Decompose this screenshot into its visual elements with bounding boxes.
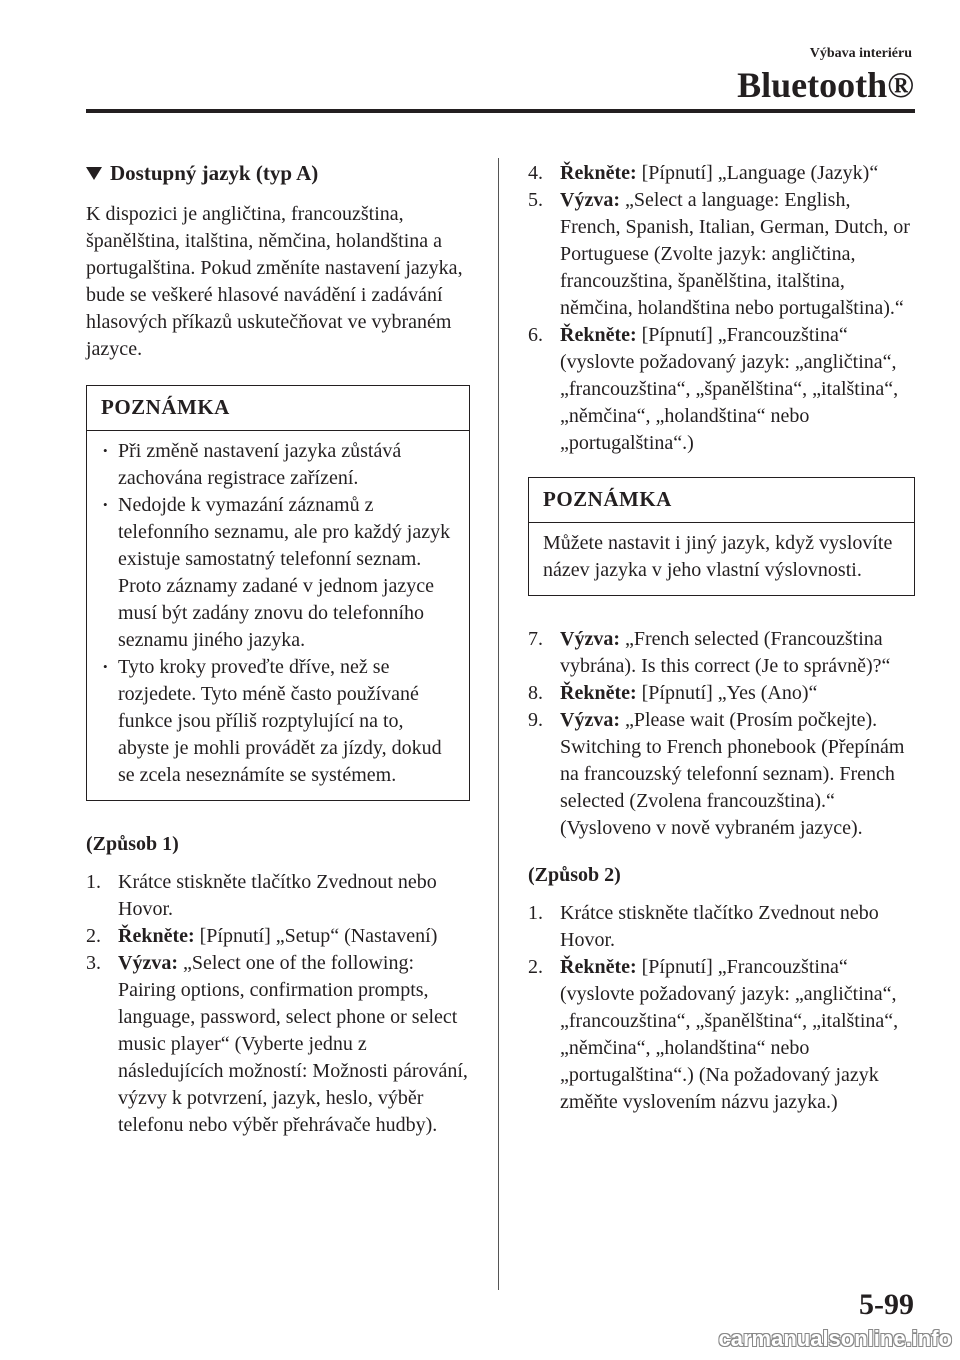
- note-text: Můžete nastavit i jiný jazyk, když vyslovíte název jazyka v jeho vlastní výslovnosti.: [543, 532, 893, 581]
- step-text: [560, 160, 915, 187]
- step-number: 1.: [528, 902, 543, 924]
- step-content: [Pípnutí] „Yes (Ano)“: [636, 682, 818, 704]
- step-text: [560, 187, 915, 322]
- step-number: 5.: [528, 189, 543, 211]
- note-bullet: • Při změně nastavení jazyka zůstává zachována registrace zařízení.: [101, 438, 455, 492]
- step-content: Krátce stiskněte tlačítko Zvednout nebo Hovor.: [560, 902, 879, 951]
- step-item: [528, 626, 915, 680]
- step-item: [528, 954, 915, 1116]
- step-item: [86, 923, 470, 950]
- step-text: [560, 900, 915, 954]
- right-column: [528, 160, 915, 1116]
- step-number: 2.: [528, 956, 543, 978]
- method-2-steps: [528, 900, 915, 1116]
- step-number: 6.: [528, 324, 543, 346]
- steps-group-a: [528, 160, 915, 457]
- left-column: [86, 160, 470, 1139]
- method-1-steps: [86, 869, 470, 1139]
- step-content: [Pípnutí] „Setup“ (Nastavení): [194, 925, 438, 947]
- step-item: [86, 950, 470, 1139]
- step-content: [Pípnutí] „Language (Jazyk)“: [636, 162, 879, 184]
- method-1-title: (Způsob 1): [86, 833, 179, 855]
- note-box: [528, 477, 915, 596]
- step-text: [118, 950, 470, 1139]
- step-number: 3.: [86, 952, 101, 974]
- note-body: [87, 431, 469, 800]
- step-content: [Pípnutí] „Francouzština“ (vyslovte požadovaný jazyk: „angličtina“, „francouzština“, „španělština“, „italština“, „němčina“, „holandština“ nebo „portugalština“.): [560, 324, 899, 454]
- step-text: [560, 707, 915, 842]
- step-item: [528, 680, 915, 707]
- step-text: [118, 923, 470, 950]
- step-content: „Select a language: English, French, Spanish, Italian, German, Dutch, or Portuguese (Zvolte jazyk: angličtina, francouzština, španělština, italština, němčina, holandština nebo portugalština).“: [560, 189, 910, 319]
- step-label: Řekněte:: [560, 682, 637, 704]
- step-item: [528, 160, 915, 187]
- note-bullet: • Nedojde k vymazání záznamů z telefonního seznamu, ale pro každý jazyk existuje samostatný telefonní seznam. Proto záznamy zadané v jednom jazyce musí být zadány znovu do telefonního seznamu jiného jazyka.: [101, 492, 455, 654]
- step-label: Výzva:: [118, 952, 178, 974]
- note-title: POZNÁMKA: [87, 386, 469, 431]
- note-title: POZNÁMKA: [529, 478, 914, 523]
- step-number: 4.: [528, 162, 543, 184]
- step-number: 1.: [86, 871, 101, 893]
- step-text: [118, 869, 470, 923]
- page-number: 5-99: [859, 1288, 914, 1321]
- step-text: [560, 322, 915, 457]
- step-label: Výzva:: [560, 628, 620, 650]
- intro-paragraph: K dispozici je angličtina, francouzština, španělština, italština, němčina, holandština a portugalština. Pokud změníte nastavení jazyka, bude se veškeré hlasové navádění i zadávání hlasových příkazů uskutečňovat ve vybraném jazyce.: [86, 203, 463, 360]
- step-text: [560, 680, 915, 707]
- steps-group-b: [528, 626, 915, 842]
- step-content: [Pípnutí] „Francouzština“ (vyslovte požadovaný jazyk: „angličtina“, „francouzština“, „španělština“, „italština“, „němčina“, „holandština“ nebo „portugalština“.) (Na požadovaný jazyk změňte vyslovením názvu jazyka.): [560, 956, 899, 1113]
- note-bullet: • Tyto kroky proveďte dříve, než se rozjedete. Tyto méně často používané funkce jsou příliš rozptylující na to, abyste je mohli provádět za jízdy, dokud se zcela neseznámíte se systémem.: [101, 654, 455, 789]
- step-item: [86, 869, 470, 923]
- triangle-marker-icon: [86, 167, 102, 180]
- step-item: [528, 900, 915, 954]
- step-label: Výzva:: [560, 189, 620, 211]
- step-label: Řekněte:: [560, 324, 637, 346]
- step-content: „Select one of the following: Pairing options, confirmation prompts, language, password, select phone or select music player“ (Vyberte jednu z následujících možností: Možnosti párování, výzvy k potvrzení, jazyk, heslo, výběr telefonu nebo výběr přehrávače hudby).: [118, 952, 468, 1136]
- step-label: Řekněte:: [560, 956, 637, 978]
- step-item: [528, 322, 915, 457]
- watermark: carmanualsonline.info: [718, 1326, 952, 1351]
- page-title: Bluetooth®: [737, 65, 914, 105]
- header-rule: [86, 109, 915, 113]
- step-content: Krátce stiskněte tlačítko Zvednout nebo Hovor.: [118, 871, 437, 920]
- step-number: 7.: [528, 628, 543, 650]
- step-label: Řekněte:: [560, 162, 637, 184]
- section-heading-text: Dostupný jazyk (typ A): [110, 161, 319, 185]
- step-label: Výzva:: [560, 709, 620, 731]
- step-content: „French selected (Francouzština vybrána). Is this correct (Je to správně)?“: [560, 628, 891, 677]
- step-content: „Please wait (Prosím počkejte). Switching to French phonebook (Přepínám na francouzský telefonní seznam). French selected (Zvolena francouzština).“ (Vysloveno v nově vybraném jazyce).: [560, 709, 905, 839]
- step-number: 8.: [528, 682, 543, 704]
- section-heading: [86, 160, 470, 187]
- column-divider: [498, 158, 499, 1290]
- method-2-title: (Způsob 2): [528, 864, 621, 886]
- step-number: 2.: [86, 925, 101, 947]
- note-box: [86, 385, 470, 801]
- step-number: 9.: [528, 709, 543, 731]
- step-text: [560, 954, 915, 1116]
- section-title: Výbava interiéru: [809, 46, 912, 61]
- step-label: Řekněte:: [118, 925, 195, 947]
- step-text: [560, 626, 915, 680]
- step-item: [528, 707, 915, 842]
- step-item: [528, 187, 915, 322]
